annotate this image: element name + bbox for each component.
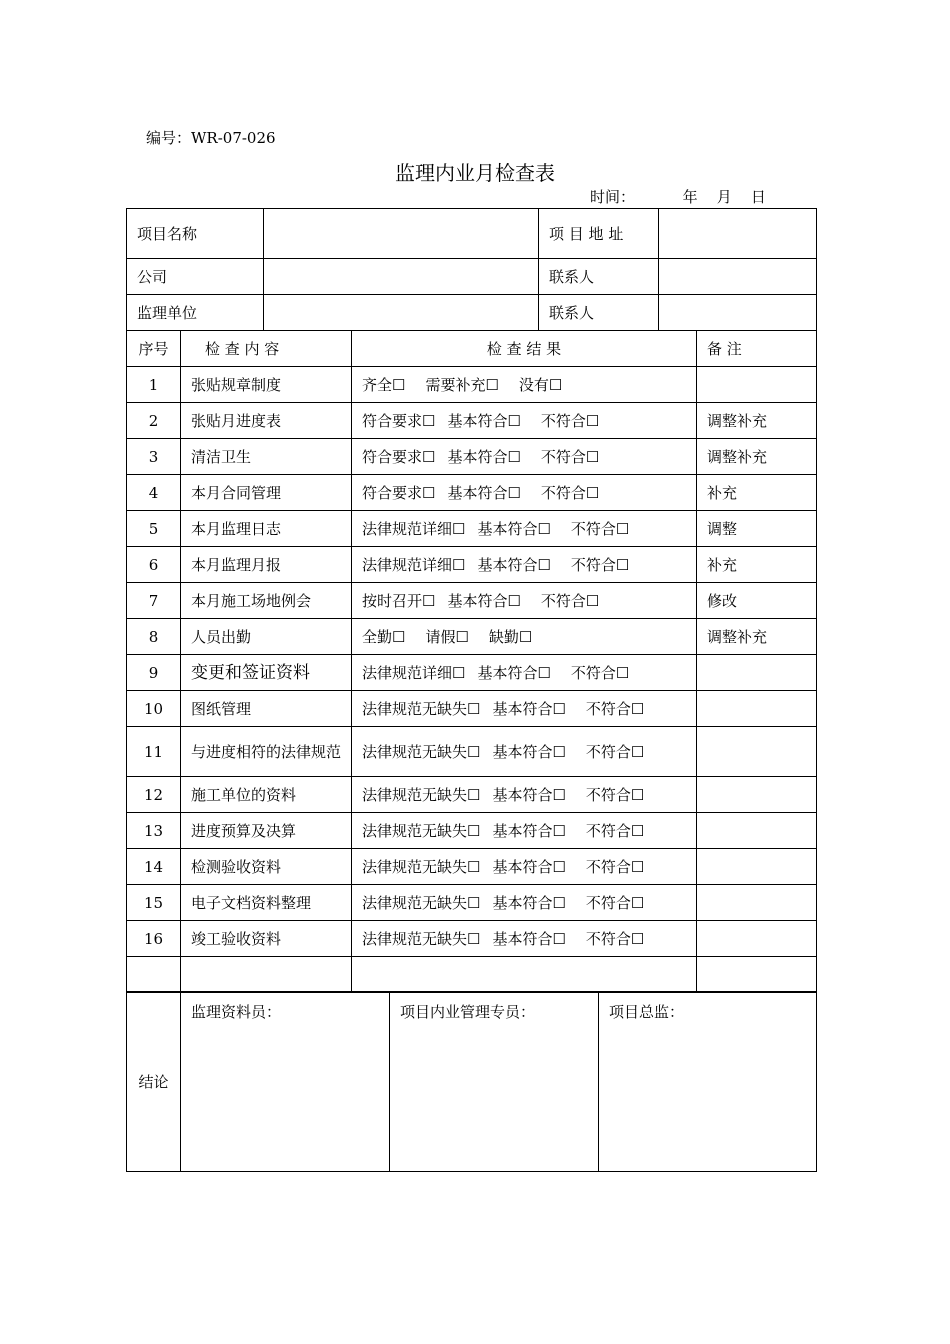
table-row — [127, 813, 817, 849]
row-seq: 12 — [127, 777, 181, 813]
row-seq: 3 — [127, 439, 181, 475]
row-item: 变更和签证资料 — [181, 655, 352, 691]
result-option[interactable]: 法律规范无缺失☐ — [362, 785, 481, 804]
company-field[interactable] — [264, 259, 539, 295]
row-seq: 14 — [127, 849, 181, 885]
row-seq: 15 — [127, 885, 181, 921]
result-option[interactable]: 不符合☐ — [540, 483, 600, 502]
row-result[interactable] — [352, 367, 697, 403]
table-row — [127, 921, 817, 957]
row-remark — [697, 655, 817, 691]
result-option[interactable]: 基本符合☐ — [492, 821, 566, 840]
table-row — [127, 655, 817, 691]
row-result[interactable] — [352, 921, 697, 957]
table-row — [127, 403, 817, 439]
supervision-unit-field[interactable] — [264, 295, 539, 331]
blank-cell[interactable] — [181, 957, 352, 993]
result-option[interactable]: 不符合☐ — [540, 591, 600, 610]
row-remark — [697, 727, 817, 777]
row-item: 电子文档资料整理 — [181, 885, 352, 921]
row-item: 张贴月进度表 — [181, 403, 352, 439]
row-remark — [697, 777, 817, 813]
row-item: 图纸管理 — [181, 691, 352, 727]
row-remark: 补充 — [697, 475, 817, 511]
table-row — [127, 547, 817, 583]
contact-label: 联系人 — [539, 259, 659, 295]
row-result[interactable] — [352, 885, 697, 921]
result-option[interactable]: 基本符合☐ — [492, 742, 566, 761]
row-seq: 11 — [127, 727, 181, 777]
table-row — [127, 777, 817, 813]
result-option[interactable]: 基本符合☐ — [477, 663, 551, 682]
page-title: 监理内业月检查表 — [395, 161, 555, 185]
result-option[interactable]: 需要补充☐ — [425, 375, 499, 394]
result-option[interactable]: 缺勤☐ — [488, 627, 533, 646]
result-option[interactable]: 法律规范无缺失☐ — [362, 929, 481, 948]
result-option[interactable]: 符合要求☐ — [362, 447, 436, 466]
signature-chief-supervisor[interactable]: 项目总监： — [599, 992, 817, 1172]
project-address-label: 项 目 地 址 — [539, 209, 659, 259]
result-option[interactable]: 基本符合☐ — [492, 929, 566, 948]
result-option[interactable]: 不符合☐ — [585, 699, 645, 718]
date-line: 时间： 年 月 日 — [590, 188, 766, 206]
row-item: 与进度相符的法律规范 — [181, 727, 352, 777]
project-name-field[interactable] — [264, 209, 539, 259]
row-seq: 8 — [127, 619, 181, 655]
result-option[interactable]: 法律规范无缺失☐ — [362, 821, 481, 840]
result-option[interactable]: 基本符合☐ — [492, 699, 566, 718]
row-remark: 调整 — [697, 511, 817, 547]
blank-cell[interactable] — [697, 957, 817, 993]
row-result[interactable] — [352, 727, 697, 777]
result-option[interactable]: 全勤☐ — [362, 627, 406, 646]
result-option[interactable]: 不符合☐ — [540, 411, 600, 430]
row-item: 检测验收资料 — [181, 849, 352, 885]
row-seq: 5 — [127, 511, 181, 547]
row-seq: 6 — [127, 547, 181, 583]
contact-label-2: 联系人 — [539, 295, 659, 331]
project-address-field[interactable] — [659, 209, 817, 259]
row-item: 人员出勤 — [181, 619, 352, 655]
row-result[interactable] — [352, 403, 697, 439]
blank-cell[interactable] — [352, 957, 697, 993]
contact-field[interactable] — [659, 259, 817, 295]
row-remark: 修改 — [697, 583, 817, 619]
table-row — [127, 583, 817, 619]
result-option[interactable]: 基本符合☐ — [477, 519, 551, 538]
result-option[interactable]: 基本符合☐ — [447, 447, 521, 466]
row-item: 本月监理月报 — [181, 547, 352, 583]
conclusion-label: 结论 — [127, 992, 181, 1172]
table-row — [127, 439, 817, 475]
table-row — [127, 885, 817, 921]
result-option[interactable]: 齐全☐ — [362, 375, 406, 394]
row-remark — [697, 813, 817, 849]
row-result[interactable] — [352, 691, 697, 727]
result-option[interactable]: 不符合☐ — [585, 785, 645, 804]
table-row — [127, 367, 817, 403]
row-remark — [697, 885, 817, 921]
row-result[interactable] — [352, 511, 697, 547]
result-option[interactable]: 请假☐ — [425, 627, 469, 646]
row-item: 本月合同管理 — [181, 475, 352, 511]
result-option[interactable]: 基本符合☐ — [492, 893, 566, 912]
row-remark: 调整补充 — [697, 403, 817, 439]
result-option[interactable]: 基本符合☐ — [447, 591, 521, 610]
row-result[interactable] — [352, 655, 697, 691]
row-remark: 调整补充 — [697, 439, 817, 475]
project-name-label: 项目名称 — [127, 209, 264, 259]
row-result[interactable] — [352, 439, 697, 475]
result-option[interactable]: 不符合☐ — [540, 447, 600, 466]
document-code: 编号：WR-07-026 — [146, 129, 276, 147]
row-result[interactable] — [352, 813, 697, 849]
result-option[interactable]: 不符合☐ — [570, 555, 630, 574]
row-seq: 1 — [127, 367, 181, 403]
table-row — [127, 849, 817, 885]
contact-field-2[interactable] — [659, 295, 817, 331]
row-result[interactable] — [352, 849, 697, 885]
table-row — [127, 691, 817, 727]
result-option[interactable]: 按时召开☐ — [362, 591, 436, 610]
row-seq: 7 — [127, 583, 181, 619]
row-remark: 补充 — [697, 547, 817, 583]
conclusion-table — [126, 991, 817, 1172]
row-remark — [697, 367, 817, 403]
result-option[interactable]: 不符合☐ — [570, 663, 630, 682]
table-row — [127, 475, 817, 511]
result-option[interactable]: 不符合☐ — [585, 929, 645, 948]
row-seq: 4 — [127, 475, 181, 511]
result-option[interactable]: 基本符合☐ — [447, 483, 521, 502]
row-result[interactable] — [352, 619, 697, 655]
result-option[interactable]: 没有☐ — [518, 375, 563, 394]
inspection-table — [126, 208, 817, 993]
table-row — [127, 619, 817, 655]
result-option[interactable]: 基本符合☐ — [447, 411, 521, 430]
row-seq: 10 — [127, 691, 181, 727]
result-option[interactable]: 不符合☐ — [585, 857, 645, 876]
row-item: 张贴规章制度 — [181, 367, 352, 403]
row-item: 进度预算及决算 — [181, 813, 352, 849]
row-remark — [697, 921, 817, 957]
result-option[interactable]: 法律规范无缺失☐ — [362, 857, 481, 876]
result-option[interactable]: 基本符合☐ — [492, 785, 566, 804]
inspection-rows — [127, 367, 817, 957]
result-option[interactable]: 不符合☐ — [585, 742, 645, 761]
row-result[interactable] — [352, 777, 697, 813]
company-label: 公司 — [127, 259, 264, 295]
row-result[interactable] — [352, 547, 697, 583]
result-option[interactable]: 不符合☐ — [570, 519, 630, 538]
seq-header: 序号 — [127, 331, 181, 367]
result-header: 检 查 结 果 — [352, 331, 697, 367]
table-row — [127, 727, 817, 777]
result-option[interactable]: 法律规范无缺失☐ — [362, 699, 481, 718]
row-seq: 2 — [127, 403, 181, 439]
result-option[interactable]: 法律规范无缺失☐ — [362, 742, 481, 761]
row-seq: 9 — [127, 655, 181, 691]
content-header: 检 查 内 容 — [181, 331, 352, 367]
row-remark: 调整补充 — [697, 619, 817, 655]
result-option[interactable]: 基本符合☐ — [477, 555, 551, 574]
row-item: 本月监理日志 — [181, 511, 352, 547]
result-option[interactable]: 基本符合☐ — [492, 857, 566, 876]
row-item: 施工单位的资料 — [181, 777, 352, 813]
remark-header: 备 注 — [697, 331, 817, 367]
row-seq: 13 — [127, 813, 181, 849]
table-row — [127, 511, 817, 547]
result-option[interactable]: 符合要求☐ — [362, 411, 436, 430]
result-option[interactable]: 法律规范无缺失☐ — [362, 893, 481, 912]
result-option[interactable]: 法律规范详细☐ — [362, 519, 466, 538]
blank-cell[interactable] — [127, 957, 181, 993]
result-option[interactable]: 法律规范详细☐ — [362, 663, 466, 682]
supervision-unit-label: 监理单位 — [127, 295, 264, 331]
row-remark — [697, 849, 817, 885]
row-seq: 16 — [127, 921, 181, 957]
row-item: 本月施工场地例会 — [181, 583, 352, 619]
row-remark — [697, 691, 817, 727]
result-option[interactable]: 不符合☐ — [585, 893, 645, 912]
result-option[interactable]: 不符合☐ — [585, 821, 645, 840]
row-item: 竣工验收资料 — [181, 921, 352, 957]
row-result[interactable] — [352, 475, 697, 511]
result-option[interactable]: 法律规范详细☐ — [362, 555, 466, 574]
signature-internal-manager[interactable]: 项目内业管理专员： — [390, 992, 599, 1172]
row-result[interactable] — [352, 583, 697, 619]
row-item: 清洁卫生 — [181, 439, 352, 475]
result-option[interactable]: 符合要求☐ — [362, 483, 436, 502]
signature-archivist[interactable]: 监理资料员： — [181, 992, 390, 1172]
